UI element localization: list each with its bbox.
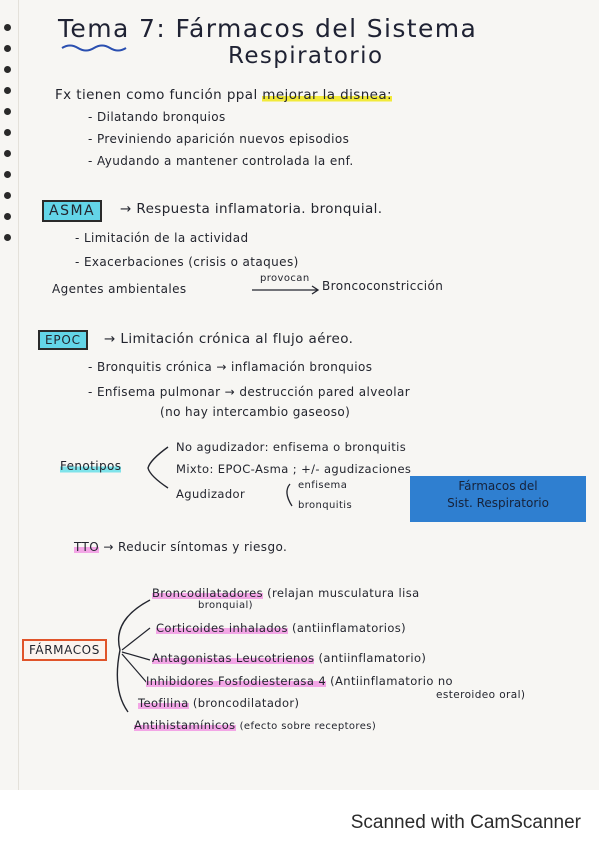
intro-heading — [55, 87, 392, 103]
intro-bullet: - Previniendo aparición nuevos episodios — [88, 132, 350, 146]
farmaco-note: (efecto sobre receptores) — [239, 721, 377, 732]
asma-definition: → Respuesta inflamatoria. bronquial. — [120, 201, 383, 217]
epoc-label-box: EPOC — [38, 330, 88, 350]
epoc-bullet-note: (no hay intercambio gaseoso) — [160, 405, 351, 419]
agudizador-sub: bronquitis — [298, 500, 353, 511]
epoc-bullet: - Bronquitis crónica → inflamación bronquios — [88, 360, 373, 374]
fenotipo-item: No agudizador: enfisema o bronquitis — [176, 440, 407, 454]
asma-agents: Agentes ambientales — [52, 282, 187, 296]
farmaco-note: (broncodilatador) — [192, 696, 300, 710]
scanner-watermark: Scanned with CamScanner — [350, 812, 581, 833]
intro-bullet: - Dilatando bronquios — [88, 110, 226, 124]
farmaco-item — [146, 674, 453, 688]
asma-label-box: ASMA — [42, 200, 102, 222]
farmaco-item — [134, 718, 376, 732]
farmaco-name: Corticoides inhalados — [156, 621, 288, 635]
fenotipo-item: Mixto: EPOC-Asma ; +/- agudizaciones — [176, 462, 412, 476]
farmacos-label-box: FÁRMACOS — [22, 639, 107, 661]
sticky-note — [410, 476, 586, 522]
tto-label: TTO — [74, 540, 100, 554]
farmaco-item — [152, 651, 426, 665]
fenotipos-label-text: Fenotipos — [60, 459, 122, 473]
epoc-definition: → Limitación crónica al flujo aéreo. — [104, 331, 354, 347]
asma-result: Broncoconstricción — [322, 279, 444, 293]
farmaco-note-cont: bronquial) — [198, 600, 253, 611]
farmaco-note-cont: esteroideo oral) — [436, 689, 526, 701]
farmaco-name: Broncodilatadores — [152, 586, 264, 600]
farmaco-note: (Antiinflamatorio no — [330, 674, 453, 688]
farmaco-item — [138, 696, 299, 710]
farmaco-name: Teofilina — [138, 696, 189, 710]
sticky-note-line2: Sist. Respiratorio — [447, 496, 549, 510]
epoc-bullet: - Enfisema pulmonar → destrucción pared alveolar — [88, 385, 411, 399]
farmaco-note: (antiinflamatorio) — [318, 651, 427, 665]
asma-bullet: - Exacerbaciones (crisis o ataques) — [75, 255, 299, 269]
agudizador-sub: enfisema — [298, 480, 348, 491]
page-title-line1: Tema 7: Fármacos del Sistema — [58, 14, 478, 43]
intro-heading-highlight: mejorar la disnea: — [262, 87, 392, 103]
farmaco-name: Inhibidores Fosfodiesterasa 4 — [146, 674, 327, 688]
page-title-line2: Respiratorio — [228, 43, 384, 69]
farmaco-item — [156, 621, 406, 635]
farmaco-name: Antagonistas Leucotrienos — [152, 651, 315, 665]
fenotipo-item: Agudizador — [176, 487, 246, 501]
farmaco-item — [152, 586, 420, 600]
intro-bullet: - Ayudando a mantener controlada la enf. — [88, 154, 354, 168]
farmaco-name: Antihistamínicos — [134, 718, 236, 732]
fenotipos-label — [60, 459, 121, 473]
asma-bullet: - Limitación de la actividad — [75, 231, 249, 245]
tto-line — [74, 540, 287, 554]
farmaco-note: (antiinflamatorios) — [291, 621, 407, 635]
tto-text: → Reducir síntomas y riesgo. — [103, 540, 288, 554]
sticky-note-line1: Fármacos del — [458, 479, 538, 493]
farmaco-note: (relajan musculatura lisa — [267, 586, 420, 600]
asma-arrow-label: provocan — [260, 273, 310, 284]
intro-heading-text: Fx tienen como función ppal — [55, 87, 263, 103]
